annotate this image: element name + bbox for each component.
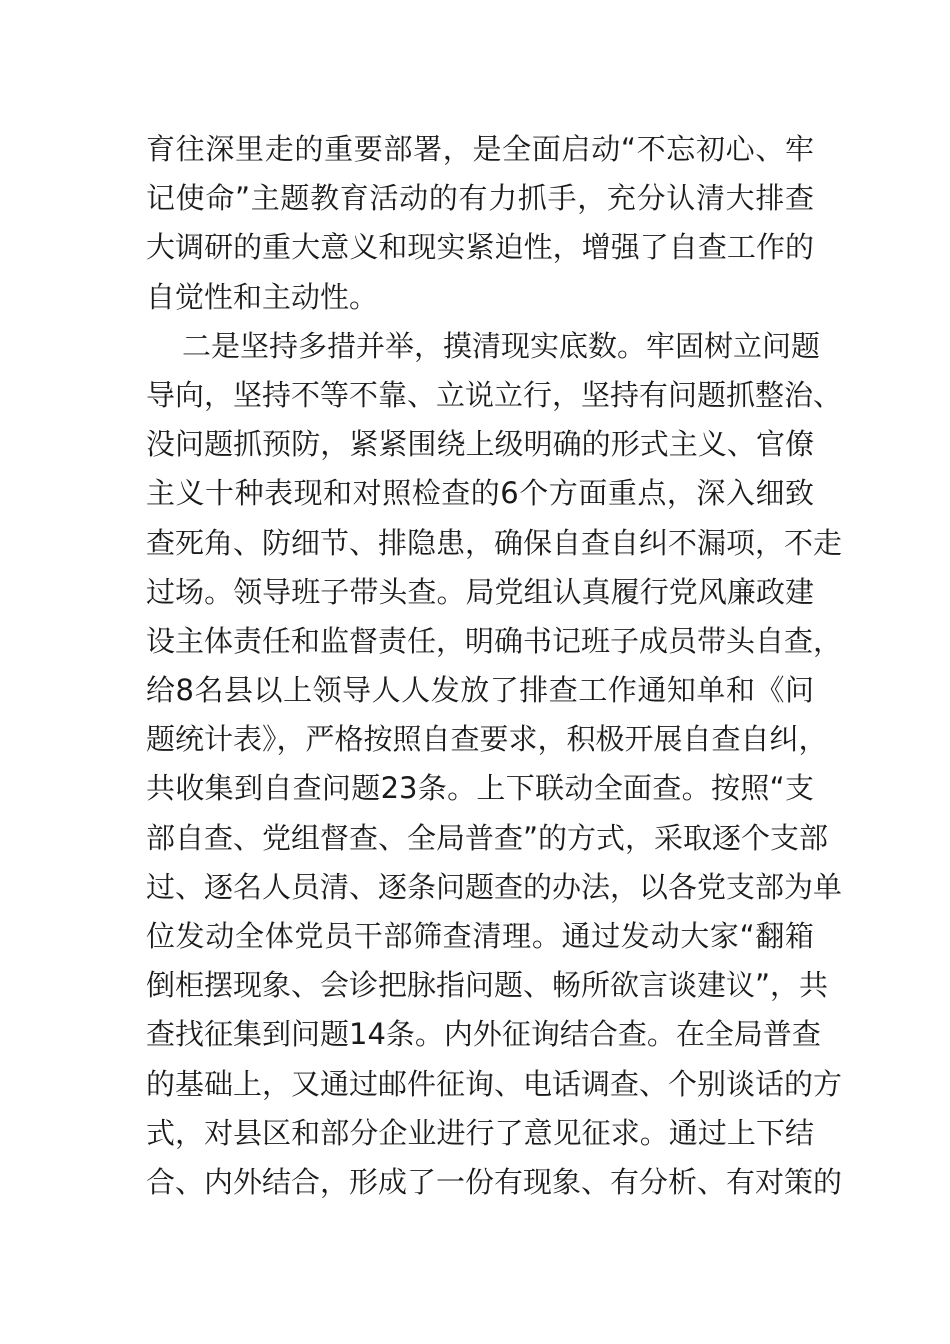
- paragraph-2-line-2: 导向，坚持不等不靠、立说立行，坚持有问题抓整治、: [146, 377, 843, 412]
- paragraph-2-line-14: 倒柜摆现象、会诊把脉指问题、畅所欲言谈建议”，共: [146, 968, 829, 1003]
- paragraph-1-line-4: 自觉性和主动性。: [146, 279, 379, 314]
- paragraph-2-line-10: 共收集到自查问题23条。上下联动全面查。按照“支: [146, 771, 814, 806]
- paragraph-1-line-2: 记使命”主题教育活动的有力抓手，充分认清大排查: [146, 181, 814, 216]
- body-text: [146, 125, 843, 1207]
- paragraph-2-line-11: 部自查、党组督查、全局普查”的方式，采取逐个支部: [146, 820, 829, 855]
- paragraph-2-line-17: 式，对县区和部分企业进行了意见征求。通过上下结: [146, 1115, 814, 1150]
- paragraph-2-line-7: 设主体责任和监督责任，明确书记班子成员带头自查，: [146, 623, 843, 658]
- paragraph-1-line-1: 育往深里走的重要部署，是全面启动“不忘初心、牢: [146, 132, 814, 166]
- paragraph-2-line-5: 查死角、防细节、排隐患，确保自查自纠不漏项，不走: [146, 525, 843, 560]
- paragraph-2-line-18: 合、内外结合，形成了一份有现象、有分析、有对策的: [146, 1164, 843, 1199]
- paragraph-2-line-4: 主义十种表现和对照检查的6个方面重点，深入细致: [146, 476, 814, 511]
- paragraph-2-line-9: 题统计表》，严格按照自查要求，积极开展自查自纠，: [146, 722, 828, 757]
- paragraph-2-line-15: 查找征集到问题14条。内外征询结合查。在全局普查: [146, 1017, 821, 1052]
- paragraph-2-line-3: 没问题抓预防，紧紧围绕上级明确的形式主义、官僚: [146, 427, 814, 462]
- paragraph-2-line-8: 给8名县以上领导人人发放了排查工作通知单和《问: [146, 673, 814, 708]
- paragraph-2-line-12: 过、逐名人员清、逐条问题查的办法，以各党支部为单: [146, 869, 843, 904]
- paragraph-2-line-13: 位发动全体党员干部筛查清理。通过发动大家“翻箱: [146, 919, 814, 953]
- paragraph-2-line-6: 过场。领导班子带头查。局党组认真履行党风廉政建: [146, 574, 814, 609]
- paragraph-1-line-3: 大调研的重大意义和现实紧迫性，增强了自查工作的: [146, 230, 814, 265]
- paragraph-2-line-16: 的基础上，又通过邮件征询、电话调查、个别谈话的方: [146, 1066, 843, 1101]
- paragraph-2-line-1: 二是坚持多措并举，摸清现实底数。牢固树立问题: [182, 328, 821, 363]
